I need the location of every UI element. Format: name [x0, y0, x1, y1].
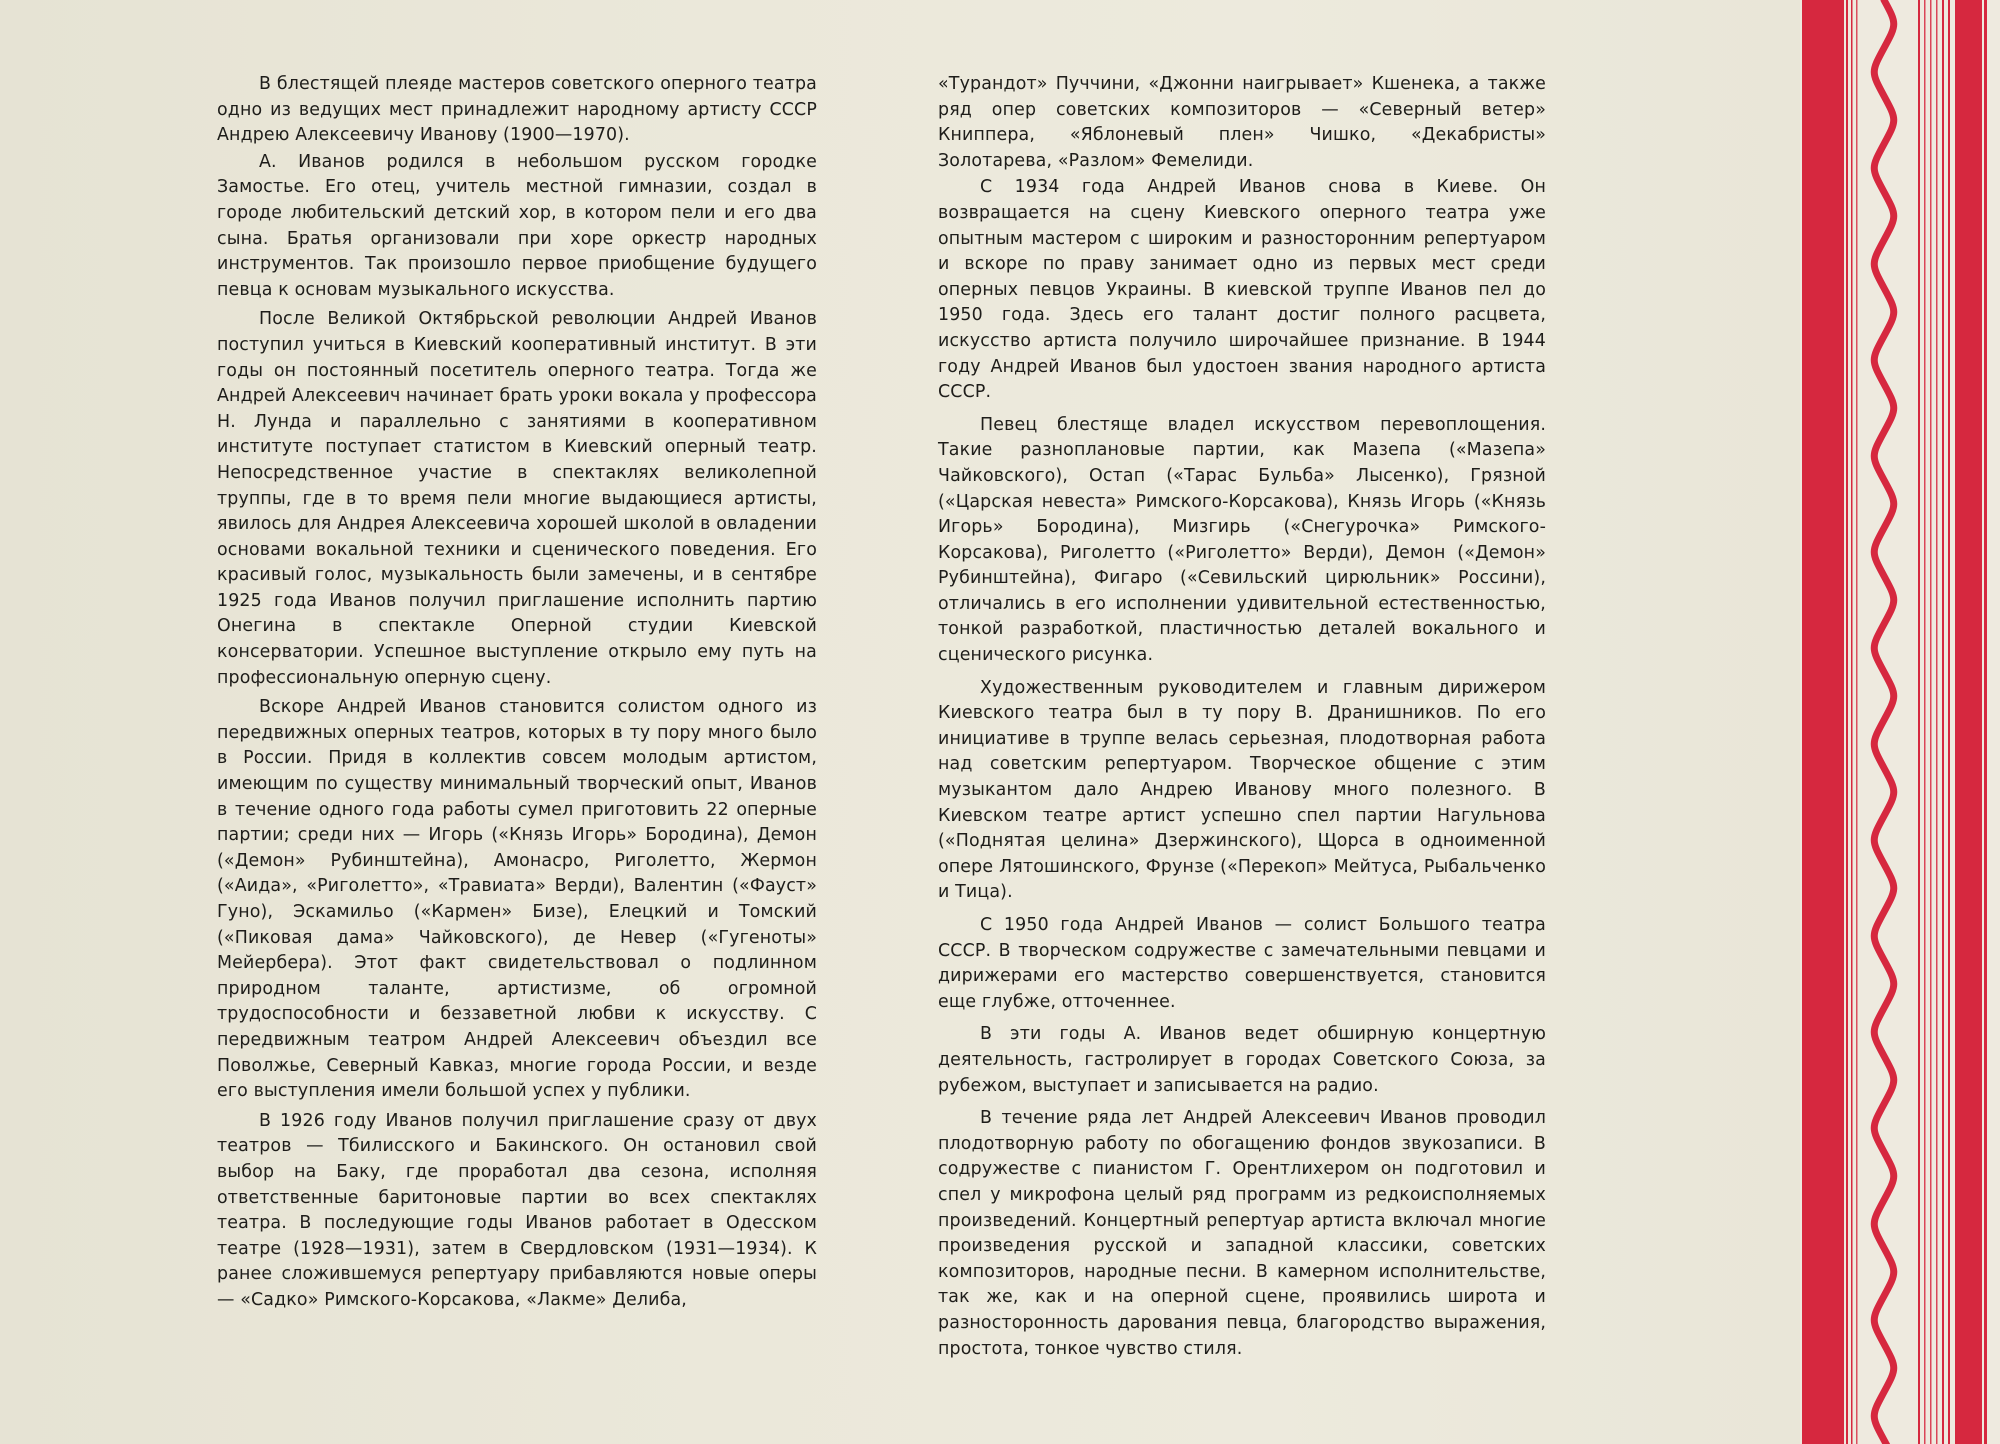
decorative-border: [1800, 0, 2000, 1444]
right-text-column: [938, 72, 1546, 1363]
right-paragraph-4: Художественным руководителем и главным дирижером Киевского театра был в ту пору В. Дранишников. По его инициативе в труппе велась серьезная, плодотворная работа над советским репертуаром. Творческое общение с этим музыкантом дало Андрею Иванову много полезного. В Киевском театре артист успешно спел партии Нагульнова («Поднятая целина» Дзержинского), Щорса в одноименной опере Лятошинского, Фрунзе («Перекоп» Мейтуса, Рыбальченко и Тица).: [938, 677, 1546, 903]
left-paragraph-5: В 1926 году Иванов получил приглашение сразу от двух театров — Тбилисского и Бакинского. Он остановил свой выбор на Баку, где проработал два сезона, исполняя ответственные баритоновые партии во всех спектаклях театра. В последующие годы Иванов работает в Одесском театре (1928—1931), затем в Свердловском (1931—1934). К ранее сложившемуся репертуару прибавляются новые оперы — «Садко» Римского-Корсакова, «Лакме» Делиба,: [217, 1110, 817, 1310]
left-paragraph-3: После Великой Октябрьской революции Андрей Иванов поступил учиться в Киевский кооперативный институт. В эти годы он постоянный посетитель оперного театра. Тогда же Андрей Алексеевич начинает брать уроки вокала у профессора Н. Лунда и параллельно с занятиями в кооперативном институте поступает статистом в Киевский оперный театр. Непосредственное участие в спектаклях великолепной труппы, где в то время пели многие выдающиеся артисты, явилось для Андрея Алексеевича хорошей школой в овладении основами вокальной техники и сценического поведения. Его красивый голос, музыкальность были замечены, и в сентябре 1925 года Иванов получил приглашение исполнить партию Онегина в спектакле Оперной студии Киевской консерватории. Успешное выступление открыло ему путь на профессиональную оперную сцену.: [217, 309, 817, 688]
left-text-column: [217, 72, 817, 1315]
right-paragraph-5: С 1950 года Андрей Иванов — солист Большого театра СССР. В творческом содружестве с замечательными певцами и дирижерами его мастерство совершенствуется, становится еще глубже, отточеннее.: [938, 915, 1546, 1012]
wavy-line-ornament-icon: [1800, 0, 2000, 1444]
left-paragraph-2: А. Иванов родился в небольшом русском городке Замостье. Его отец, учитель местной гимназии, создал в городе любительский детский хор, в котором пели и его два сына. Братья организовали при хоре оркестр народных инструментов. Так произошло первое приобщение будущего певца к основам музыкального искусства.: [217, 151, 817, 300]
right-paragraph-3: Певец блестяще владел искусством перевоплощения. Такие разноплановые партии, как Мазепа («Мазепа» Чайковского), Остап («Тарас Бульба» Лысенко), Грязной («Царская невеста» Римского-Корсакова), Князь Игорь («Князь Игорь» Бородина), Мизгирь («Снегурочка» Римского-Корсакова), Риголетто («Риголетто» Верди), Демон («Демон» Рубинштейна), Фигаро («Севильский цирюльник» Россини), отличались в его исполнении удивительной естественностью, тонкой разработкой, пластичностью деталей вокального и сценического рисунка.: [938, 414, 1546, 666]
left-paragraph-1: В блестящей плеяде мастеров советского оперного театра одно из ведущих мест принадлежит народному артисту СССР Андрею Алексеевичу Иванову (1900—1970).: [217, 74, 817, 146]
right-paragraph-1: «Турандот» Пуччини, «Джонни наигрывает» Кшенека, а также ряд опер советских композиторов — «Северный ветер» Книппера, «Яблоневый плен» Чишко, «Декабристы» Золотарева, «Разлом» Фемелиди.: [938, 74, 1546, 171]
left-paragraph-4: Вскоре Андрей Иванов становится солистом одного из передвижных оперных театров, которых в ту пору много было в России. Придя в коллектив совсем молодым артистом, имеющим по существу минимальный творческий опыт, Иванов в течение одного года работы сумел приготовить 22 оперные партии; среди них — Игорь («Князь Игорь» Бородина), Демон («Демон» Рубинштейна), Амонасро, Риголетто, Жермон («Аида», «Риголетто», «Травиата» Верди), Валентин («Фауст» Гуно), Эскамильо («Кармен» Бизе), Елецкий и Томский («Пиковая дама» Чайковского), де Невер («Гугеноты» Мейербера). Этот факт свидетельствовал о подлинном природном таланте, артистизме, об огромной трудоспособности и беззаветной любви к искусству. С передвижным театром Андрей Алексеевич объездил все Поволжье, Северный Кавказ, многие города России, и везде его выступления имели большой успех у публики.: [217, 697, 817, 1102]
right-paragraph-6: В эти годы А. Иванов ведет обширную концертную деятельность, гастролирует в городах Советского Союза, за рубежом, выступает и записывается на радио.: [938, 1024, 1546, 1096]
right-paragraph-7: В течение ряда лет Андрей Алексеевич Иванов проводил плодотворную работу по обогащению фондов звукозаписи. В содружестве с пианистом Г. Орентлихером он подготовил и спел у микрофона целый ряд программ из редкоисполняемых произведений. Концертный репертуар артиста включал многие произведения русской и западной классики, советских композиторов, народные песни. В камерном исполнительстве, так же, как и на оперной сцене, проявились широта и разносторонность дарования певца, благородство выражения, простота, тонкое чувство стиля.: [938, 1108, 1546, 1359]
right-paragraph-2: С 1934 года Андрей Иванов снова в Киеве. Он возвращается на сцену Киевского оперного театра уже опытным мастером с широким и разносторонним репертуаром и вскоре по праву занимает одно из первых мест среди оперных певцов Украины. В киевской труппе Иванов пел до 1950 года. Здесь его талант достиг полного расцвета, искусство артиста получило широчайшее признание. В 1944 году Андрей Иванов был удостоен звания народного артиста СССР.: [938, 177, 1546, 403]
